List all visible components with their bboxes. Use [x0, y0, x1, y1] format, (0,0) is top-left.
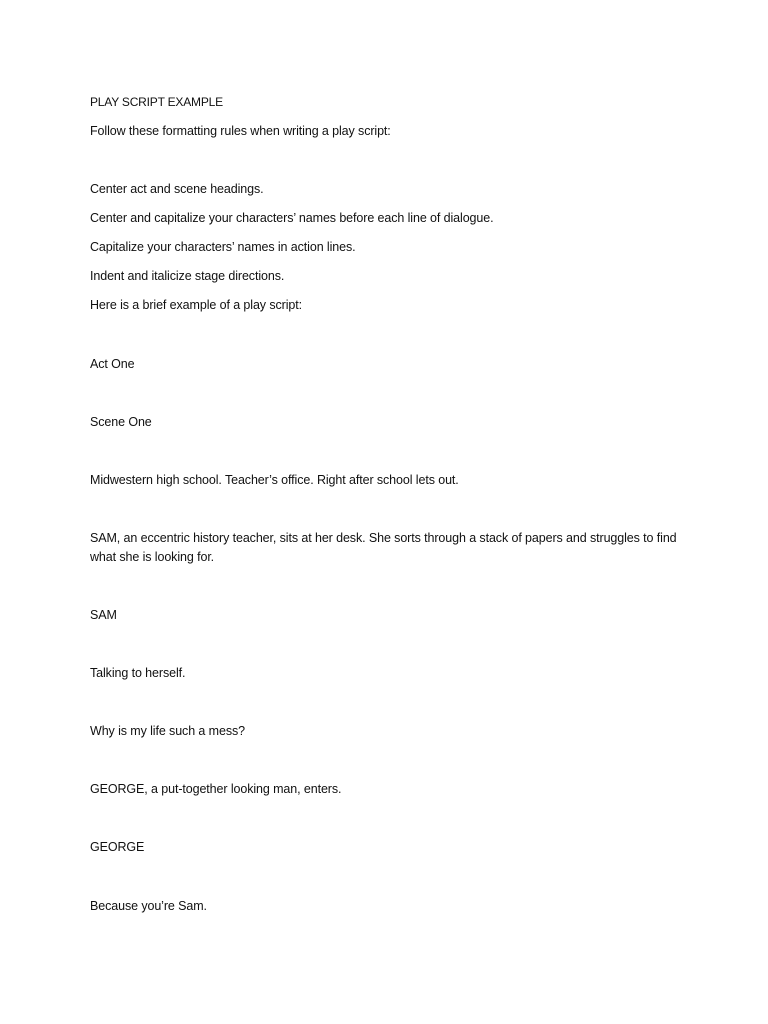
rule-item: Center act and scene headings.: [90, 182, 264, 196]
stage-direction: Talking to herself.: [90, 666, 186, 680]
rule-item: Indent and italicize stage directions.: [90, 269, 285, 283]
dialogue-line: Because you’re Sam.: [90, 899, 207, 913]
example-intro-text: Here is a brief example of a play script:: [90, 298, 302, 312]
rule-item: Center and capitalize your characters’ names before each line of dialogue.: [90, 211, 494, 225]
intro-text: Follow these formatting rules when writing a play script:: [90, 124, 391, 138]
character-name: SAM: [90, 608, 117, 622]
dialogue-line: Why is my life such a mess?: [90, 724, 245, 738]
action-line: GEORGE, a put-together looking man, enters.: [90, 782, 342, 796]
scene-heading: Scene One: [90, 415, 152, 429]
setting-line: Midwestern high school. Teacher’s office. Right after school lets out.: [90, 473, 459, 487]
act-heading: Act One: [90, 357, 135, 371]
character-name: GEORGE: [90, 840, 145, 854]
action-line: SAM, an eccentric history teacher, sits at her desk. She sorts through a stack of papers and struggles to find what she is looking for.: [90, 531, 677, 564]
document-title: PLAY SCRIPT EXAMPLE: [90, 95, 223, 109]
rule-item: Capitalize your characters’ names in action lines.: [90, 240, 356, 254]
